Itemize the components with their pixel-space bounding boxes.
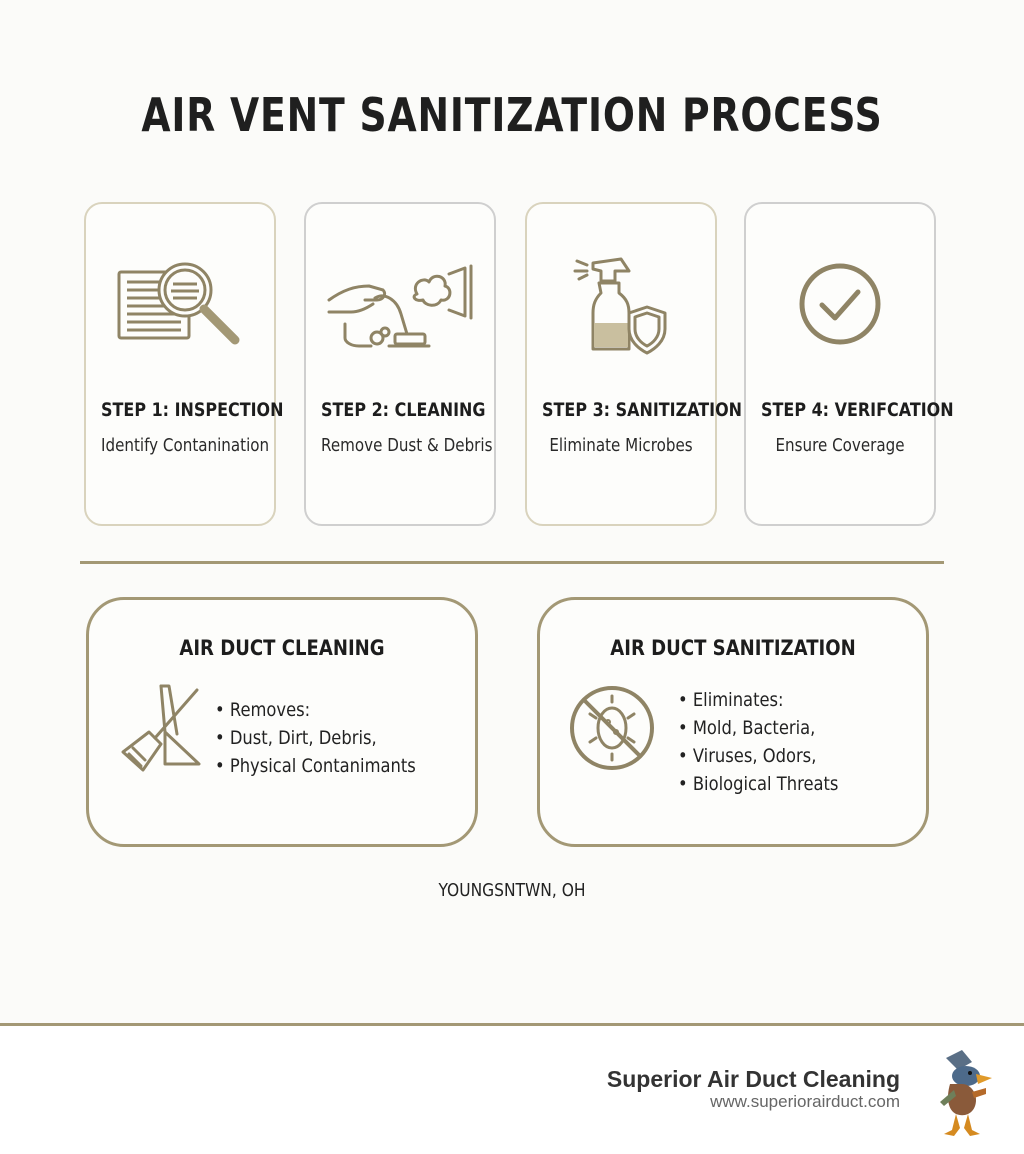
step-subtitle: Ensure Coverage — [775, 435, 905, 456]
sanitization-list — [678, 686, 838, 798]
brand-url[interactable]: www.superiorairduct.com — [710, 1092, 900, 1111]
cleaning-info-card — [86, 597, 478, 847]
footer — [0, 1026, 1024, 1154]
list-item: • Viruses, Odors, — [678, 742, 838, 770]
list-item: • Eliminates: — [678, 686, 838, 714]
sanitization-info-card — [537, 597, 929, 847]
check-circle-icon — [746, 244, 934, 364]
cleaning-list — [215, 696, 416, 780]
broom-dustpan-icon — [119, 682, 205, 779]
list-item: • Mold, Bacteria, — [678, 714, 838, 742]
step-title: STEP 2: CLEANING — [321, 399, 486, 421]
brand-name: Superior Air Duct Cleaning — [606, 1066, 900, 1092]
section-divider — [80, 561, 944, 564]
step-title: STEP 1: INSPECTION — [101, 399, 284, 421]
list-item: • Physical Contanimants — [215, 752, 416, 780]
list-item: • Biological Threats — [678, 770, 838, 798]
info-card-title: AIR DUCT SANITIZATION — [610, 636, 856, 660]
mascot-logo-icon — [932, 1048, 994, 1138]
vacuum-cleaning-icon — [306, 244, 494, 364]
spray-bottle-shield-icon — [527, 242, 715, 362]
list-item: • Dust, Dirt, Debris, — [215, 724, 416, 752]
step-title: STEP 3: SANITIZATION — [542, 399, 743, 421]
step-subtitle: Eliminate Microbes — [549, 435, 693, 456]
step-card-cleaning — [304, 202, 496, 526]
no-germs-icon — [566, 682, 658, 779]
step-card-inspection — [84, 202, 284, 526]
step-card-verification — [744, 202, 954, 526]
page-title: AIR VENT SANITIZATION PROCESS — [141, 88, 883, 142]
location-label: YOUNGSNTWN, OH — [438, 880, 586, 901]
magnifier-vent-icon — [86, 244, 274, 364]
info-card-title: AIR DUCT CLEANING — [179, 636, 385, 660]
step-title: STEP 4: VERIFCATION — [761, 399, 954, 421]
step-subtitle: Identify Contanination — [101, 435, 270, 456]
step-card-sanitization — [525, 202, 743, 526]
list-item: • Removes: — [215, 696, 416, 724]
step-subtitle: Remove Dust & Debris — [321, 435, 493, 456]
